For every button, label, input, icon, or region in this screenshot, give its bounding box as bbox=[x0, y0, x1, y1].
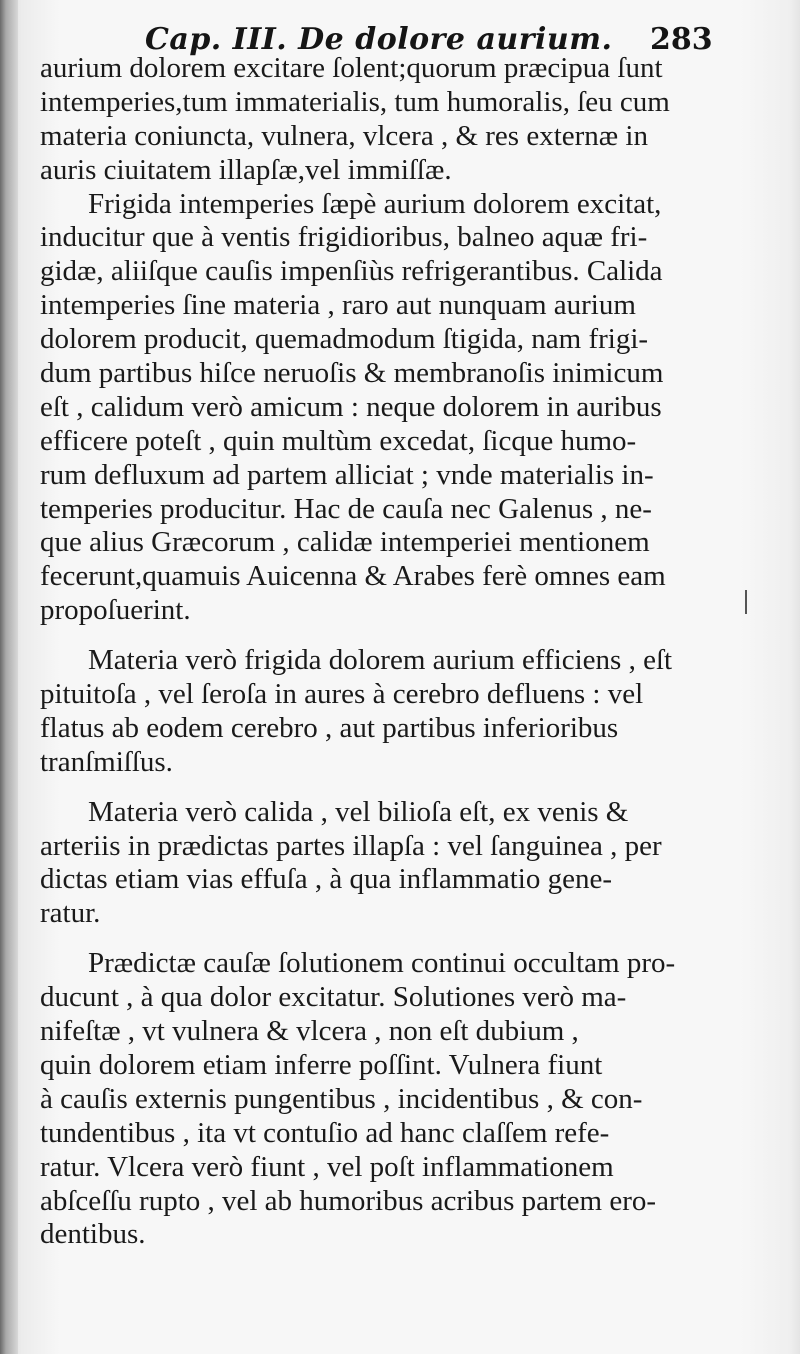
paragraph-start-line: Frigida intemperies ſæpè aurium dolorem excitat, bbox=[88, 187, 662, 220]
text-line: nifeſtæ , vt vulnera & vlcera , non eſt dubium , bbox=[40, 1015, 579, 1048]
book-spine-shadow bbox=[0, 0, 18, 1354]
text-line: auris ciuitatem illapſæ,vel immiſſæ. bbox=[40, 153, 452, 186]
text-line: fecerunt,quamuis Auicenna & Arabes ferè omnes eam bbox=[40, 560, 666, 593]
text-line: dentibus. bbox=[40, 1218, 146, 1251]
text-line: pituitoſa , vel ſeroſa in aures à cerebro defluens : vel bbox=[40, 678, 644, 711]
paragraph-start-line: Prædictæ cauſæ ſolutionem continui occultam pro- bbox=[88, 947, 676, 980]
text-line: ducunt , à qua dolor excitatur. Solutiones verò ma- bbox=[40, 981, 627, 1014]
text-line: flatus ab eodem cerebro , aut partibus inferioribus bbox=[40, 711, 619, 744]
text-line: propoſuerint. bbox=[40, 594, 191, 627]
text-line: que alius Græcorum , calidæ intemperiei mentionem bbox=[40, 526, 650, 559]
text-line: dum partibus hiſce neruoſis & membranoſis inimicum bbox=[40, 357, 664, 390]
text-line: intemperies ſine materia , raro aut nunquam aurium bbox=[40, 289, 636, 322]
text-line: rum defluxum ad partem alliciat ; vnde materialis in- bbox=[40, 458, 654, 491]
text-line: arteriis in prædictas partes illapſa : vel ſanguinea , per bbox=[40, 829, 662, 862]
running-title: Cap. III. De dolore aurium. bbox=[145, 22, 613, 57]
text-line: aurium dolorem excitare ſolent;quorum præcipua ſunt bbox=[40, 52, 663, 84]
text-line: tranſmiſſus. bbox=[40, 745, 173, 778]
text-line: materia coniuncta, vulnera, vlcera , & res externæ in bbox=[40, 119, 648, 152]
paragraph-start-line: Materia verò calida , vel bilioſa eſt, ex venis & bbox=[88, 795, 629, 828]
page-body bbox=[40, 52, 720, 1252]
text-line: quin dolorem etiam inferre poſſint. Vulnera fiunt bbox=[40, 1048, 603, 1081]
text-line: temperies producitur. Hac de cauſa nec Galenus , ne- bbox=[40, 492, 652, 525]
text-line: abſceſſu rupto , vel ab humoribus acribus partem ero- bbox=[40, 1184, 657, 1217]
text-line: eſt , calidum verò amicum : neque dolorem in auribus bbox=[40, 390, 662, 423]
text-line: ratur. Vlcera verò fiunt , vel poſt inflammationem bbox=[40, 1150, 614, 1183]
text-line: inducitur que à ventis frigidioribus, balneo aquæ fri- bbox=[40, 221, 648, 254]
text-line: gidæ, aliiſque cauſis impenſiùs refrigerantibus. Calida bbox=[40, 255, 663, 288]
text-line: intemperies,tum immaterialis, tum humoralis, ſeu cum bbox=[40, 85, 670, 118]
text-line: tundentibus , ita vt contuſio ad hanc claſſem refe- bbox=[40, 1116, 610, 1149]
text-line: ratur. bbox=[40, 897, 101, 930]
text-line: dictas etiam vias effuſa , à qua inflammatio gene- bbox=[40, 863, 612, 896]
paragraph-start-line: Materia verò frigida dolorem aurium efficiens , eſt bbox=[88, 644, 673, 677]
text-line: à cauſis externis pungentibus , incidentibus , & con- bbox=[40, 1082, 643, 1115]
text-line: efficere poteſt , quin multùm excedat, ſicque humo- bbox=[40, 424, 637, 457]
text-line: dolorem producit, quemadmodum ſtigida, nam frigi- bbox=[40, 323, 649, 356]
margin-mark bbox=[745, 590, 747, 614]
page-number: 283 bbox=[650, 22, 713, 57]
